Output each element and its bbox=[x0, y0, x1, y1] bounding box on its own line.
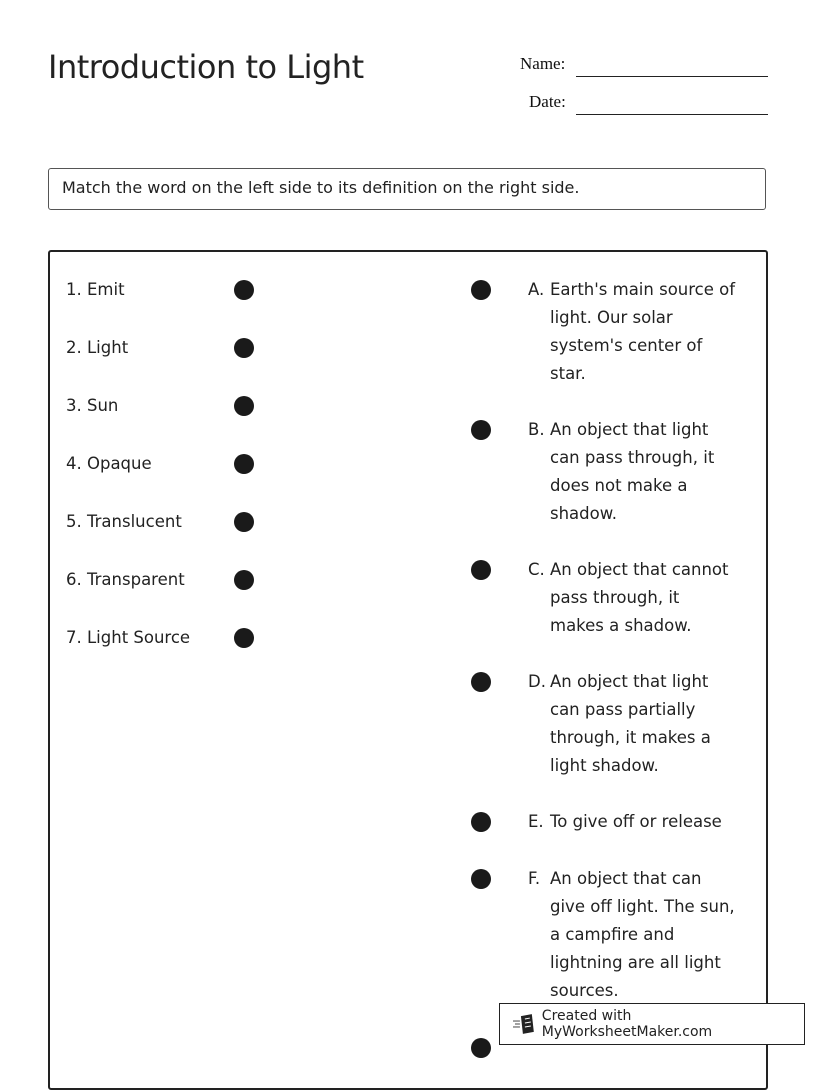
definition-letter: D. bbox=[528, 672, 546, 691]
word-match-dot[interactable] bbox=[234, 280, 254, 300]
date-field[interactable] bbox=[576, 114, 768, 115]
badge-text: Created with MyWorksheetMaker.com bbox=[541, 1008, 713, 1040]
definition-line: pass through, it bbox=[550, 588, 680, 607]
word-match-dot[interactable] bbox=[234, 628, 254, 648]
definition-line: can pass through, it bbox=[550, 448, 715, 467]
word-item: 2. Light bbox=[66, 338, 129, 357]
definition-item bbox=[528, 416, 714, 528]
definition-line: An object that can bbox=[550, 869, 702, 888]
definition-match-dot[interactable] bbox=[471, 560, 491, 580]
page-title: Introduction to Light bbox=[48, 48, 364, 86]
definition-line: lightning are all light bbox=[550, 953, 721, 972]
word-match-dot[interactable] bbox=[234, 570, 254, 590]
definition-match-dot[interactable] bbox=[471, 812, 491, 832]
definition-line: An object that light bbox=[550, 420, 709, 439]
definition-line: a campfire and bbox=[550, 925, 675, 944]
definition-line: Earth's main source of bbox=[550, 280, 736, 299]
definition-match-dot[interactable] bbox=[471, 420, 491, 440]
word-item: 5. Translucent bbox=[66, 512, 182, 531]
definition-item bbox=[528, 668, 711, 780]
definition-line: light. Our solar bbox=[550, 308, 673, 327]
definition-item bbox=[528, 865, 735, 1005]
instructions: Match the word on the left side to its definition on the right side. bbox=[48, 168, 766, 210]
definition-line: star. bbox=[550, 364, 586, 383]
definition-item bbox=[528, 808, 722, 836]
definition-line: through, it makes a bbox=[550, 728, 711, 747]
definition-line: shadow. bbox=[550, 504, 617, 523]
word-match-dot[interactable] bbox=[234, 396, 254, 416]
definition-match-dot[interactable] bbox=[471, 869, 491, 889]
worksheet-maker-logo-icon bbox=[512, 1013, 536, 1035]
definition-match-dot[interactable] bbox=[471, 1038, 491, 1058]
word-match-dot[interactable] bbox=[234, 512, 254, 532]
definition-line: give off light. The sun, bbox=[550, 897, 735, 916]
word-item: 7. Light Source bbox=[66, 628, 191, 647]
word-item: 3. Sun bbox=[66, 396, 119, 415]
name-field[interactable] bbox=[576, 76, 768, 77]
definition-letter: E. bbox=[528, 812, 544, 831]
date-label: Date: bbox=[529, 92, 566, 111]
definition-line: To give off or release bbox=[550, 812, 722, 831]
definition-line: makes a shadow. bbox=[550, 616, 692, 635]
definition-letter: A. bbox=[528, 280, 545, 299]
word-item: 1. Emit bbox=[66, 280, 125, 299]
word-match-dot[interactable] bbox=[234, 338, 254, 358]
definition-match-dot[interactable] bbox=[471, 280, 491, 300]
name-label: Name: bbox=[520, 54, 566, 73]
definition-line: light shadow. bbox=[550, 756, 659, 775]
definition-line: system's center of bbox=[550, 336, 703, 355]
definition-line: An object that cannot bbox=[550, 560, 729, 579]
definition-letter: B. bbox=[528, 420, 545, 439]
definition-line: can pass partially bbox=[550, 700, 696, 719]
definition-item bbox=[528, 276, 735, 388]
definition-line: An object that light bbox=[550, 672, 709, 691]
definition-letter: C. bbox=[528, 560, 545, 579]
word-item: 6. Transparent bbox=[66, 570, 185, 589]
definition-match-dot[interactable] bbox=[471, 672, 491, 692]
definition-item bbox=[528, 556, 729, 640]
word-match-dot[interactable] bbox=[234, 454, 254, 474]
created-with-badge[interactable] bbox=[499, 1003, 805, 1045]
definition-line: sources. bbox=[550, 981, 619, 1000]
definition-line: does not make a bbox=[550, 476, 688, 495]
definition-letter: F. bbox=[528, 869, 541, 888]
word-item: 4. Opaque bbox=[66, 454, 152, 473]
